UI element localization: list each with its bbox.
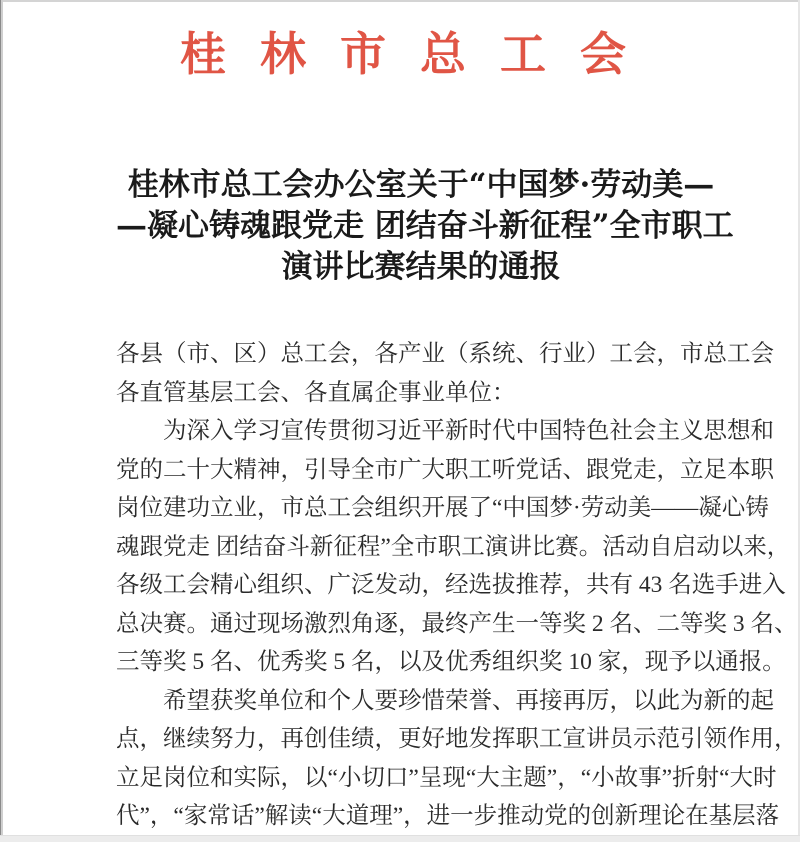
title-line: 演讲比赛结果的通报	[281, 249, 561, 285]
text-line: 为深入学习宣传贯彻习近平新时代中国特色社会主义思想和	[163, 418, 774, 444]
title-line: —凝心铸魂跟党走 团结奋斗新征程”全市职工	[116, 208, 734, 244]
text-line: 魂跟党走 团结奋斗新征程”全市职工演讲比赛。活动自启动以来，	[116, 533, 791, 560]
text-line: 各县（市、区）总工会，各产业（系统、行业）工会，市总工会	[116, 341, 774, 367]
text-line: 各直管基层工会、各直属企事业单位：	[116, 379, 516, 406]
text-line: 党的二十大精神，引导全市广大职工听党话、跟党走，立足本职	[116, 456, 774, 483]
text-line: 三等奖 5 名、优秀奖 5 名，以及优秀组织奖 10 家，现予以通报。	[116, 649, 786, 675]
text-line: 各级工会精心组织、广泛发动，经选拔推荐，共有 43 名选手进入	[116, 572, 786, 598]
document-page	[3, 2, 798, 836]
text-line: 总决赛。通过现场激烈角逐，最终产生一等奖 2 名、二等奖 3 名、	[116, 610, 798, 637]
text-line: 代”，“家常话”解读“大道理”，进一步推动党的创新理论在基层落	[116, 803, 780, 829]
text-line: 立足岗位和实际，以“小切口”呈现“大主题”，“小故事”折射“大时	[116, 764, 777, 791]
document-body	[116, 335, 798, 836]
document-title	[116, 165, 734, 288]
page-top-border	[0, 0, 800, 2]
text-line: 点，继续努力，再创佳绩，更好地发挥职工宣讲员示范引领作用，	[116, 726, 798, 752]
text-line: 希望获奖单位和个人要珍惜荣誉、再接再厉，以此为新的起	[163, 687, 774, 714]
letterhead-title: 桂林市总工会	[180, 27, 660, 81]
paragraph-expectations	[116, 682, 798, 836]
paragraph-announcement	[116, 412, 798, 682]
salutation	[116, 335, 774, 412]
text-line: 岗位建功立业，市总工会组织开展了“中国梦·劳动美——凝心铸	[116, 495, 769, 521]
page-left-border	[0, 0, 3, 842]
title-line: 桂林市总工会办公室关于“中国梦·劳动美—	[127, 167, 715, 203]
page-bottom-edge	[0, 835, 800, 842]
